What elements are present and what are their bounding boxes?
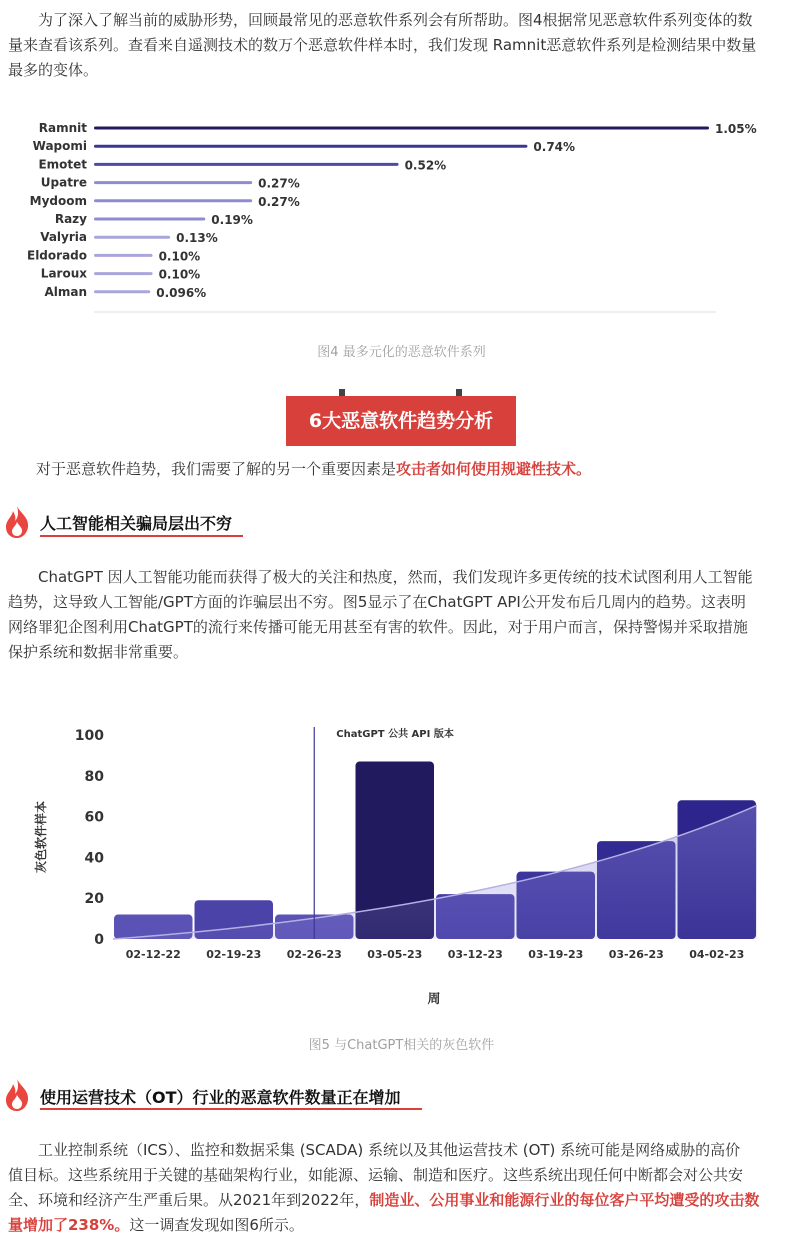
section2-line: 值目标。这些系统用于关键的基础架构行业，如能源、运输、制造和医疗。这些系统出现任何中断都会对公共安 [8,1166,744,1184]
api-release-annotation: ChatGPT 公共 API 版本 [336,729,454,740]
bar-value-label: 0.10% [158,249,201,264]
section2-heading-underline [40,1108,422,1110]
evasion-highlight: 攻击者如何使用规避性技术。 [396,460,592,478]
y-tick-label: 0 [94,932,104,948]
bar-category-label: Mydoom [29,193,87,208]
bar-value-label: 0.27% [258,176,300,191]
x-tick-label: 03-19-23 [528,948,584,961]
bar-category-label: Laroux [40,266,87,281]
bar [94,290,150,293]
x-tick-label: 02-12-22 [125,948,181,961]
bar [94,236,170,239]
y-tick-label: 40 [84,850,104,867]
intro-line: 最多的变体。 [8,61,99,79]
bar [94,199,252,202]
flame-icon [4,505,30,539]
section1-paragraph [8,565,803,665]
bar-category-label: Ramnit [38,121,87,135]
intro-line: 为了深入了解当前的威胁形势，回顾最常见的恶意软件系列会有所帮助。图4根据常见恶意软件系列变体的数 [38,11,753,29]
bar [94,181,252,184]
section1-line: 网络罪犯企图利用ChatGPT的流行来传播可能无用甚至有害的软件。因此，对于用户而言，保持警惕并采取措施 [8,618,748,636]
x-axis-label: 周 [427,992,441,1007]
bar [94,127,709,130]
section1-line: 保护系统和数据非常重要。 [8,643,189,661]
y-tick-label: 80 [84,768,104,785]
section2-line3-highlight: 制造业、公用事业和能源行业的每位客户平均遭受的攻击数 [369,1191,760,1209]
bar-value-label: 0.19% [211,213,253,227]
flame-icon [4,1078,30,1112]
section2-line3-text: 全、环境和经济产生严重后果。从2021年到2022年， [8,1191,370,1209]
section1-heading-underline [40,535,243,537]
bar-value-label: 0.27% [258,194,300,209]
section1-line: 趋势，这导致人工智能/GPT方面的诈骗层出不穷。图5显示了在ChatGPT API公开发布后几周内的趋势。这表明 [8,593,746,611]
intro-line: 量来查看该系列。查看来自遥测技术的数万个恶意软件样本时，我们发现 Ramnit恶意软件系列是检测结果中数量 [8,36,757,54]
x-tick-label: 03-12-23 [447,948,503,961]
evasion-paragraph [36,457,796,482]
malware-family-bar-chart [0,110,803,440]
x-tick-label: 04-02-23 [689,948,745,961]
grayware-bar-chart [0,715,803,1025]
bar [94,272,153,275]
section2-line4-highlight: 量增加了238%。 [8,1216,130,1234]
bar-value-label: 0.74% [533,140,576,155]
y-tick-label: 100 [74,728,104,744]
section1-line: ChatGPT 因人工智能功能而获得了极大的关注和热度，然而，我们发现许多更传统的技术试图利用人工智能 [38,568,753,586]
bar [94,218,205,221]
section1-heading: 人工智能相关骗局层出不穷 [40,514,233,533]
bar-value-label: 1.05% [715,122,757,136]
y-tick-label: 20 [84,891,104,908]
bar-category-label: Eldorado [27,248,87,263]
bar-category-label: Razy [54,212,87,226]
figure5-caption: 图5 与ChatGPT相关的灰色软件 [308,1038,495,1053]
x-tick-label: 03-05-23 [367,948,423,961]
y-axis-label: 灰色软件样本 [34,800,48,874]
bar-value-label: 0.096% [156,285,207,300]
bar-category-label: Upatre [40,175,87,190]
bar-value-label: 0.52% [404,158,447,173]
section2-line [8,1188,803,1213]
bar-category-label: Alman [44,284,87,299]
x-tick-label: 03-26-23 [608,948,664,961]
section-banner: 6大恶意软件趋势分析 [286,396,516,446]
bar [94,163,399,166]
bar-category-label: Valyria [40,230,87,245]
bar [94,254,153,257]
bar-category-label: Wapomi [32,139,87,154]
evasion-text: 对于恶意软件趋势，我们需要了解的另一个重要因素是 [36,460,397,478]
x-tick-label: 02-26-23 [286,948,342,961]
figure4-caption: 图4 最多元化的恶意软件系列 [317,345,486,360]
section2-line4-text: 这一调查发现如图6所示。 [129,1216,304,1234]
bar [94,145,527,148]
x-tick-label: 02-19-23 [206,948,262,961]
section2-paragraph [8,1138,803,1238]
section2-heading: 使用运营技术（OT）行业的恶意软件数量正在增加 [40,1088,401,1107]
intro-paragraph [8,8,803,83]
bar-category-label: Emotet [38,157,87,172]
bar-value-label: 0.13% [176,231,218,246]
section2-line: 工业控制系统（ICS）、监控和数据采集 (SCADA) 系统以及其他运营技术 (OT) 系统可能是网络威胁的高价 [38,1141,741,1159]
bar-value-label: 0.10% [158,267,201,282]
section2-line [8,1213,803,1238]
y-tick-label: 60 [84,809,104,826]
